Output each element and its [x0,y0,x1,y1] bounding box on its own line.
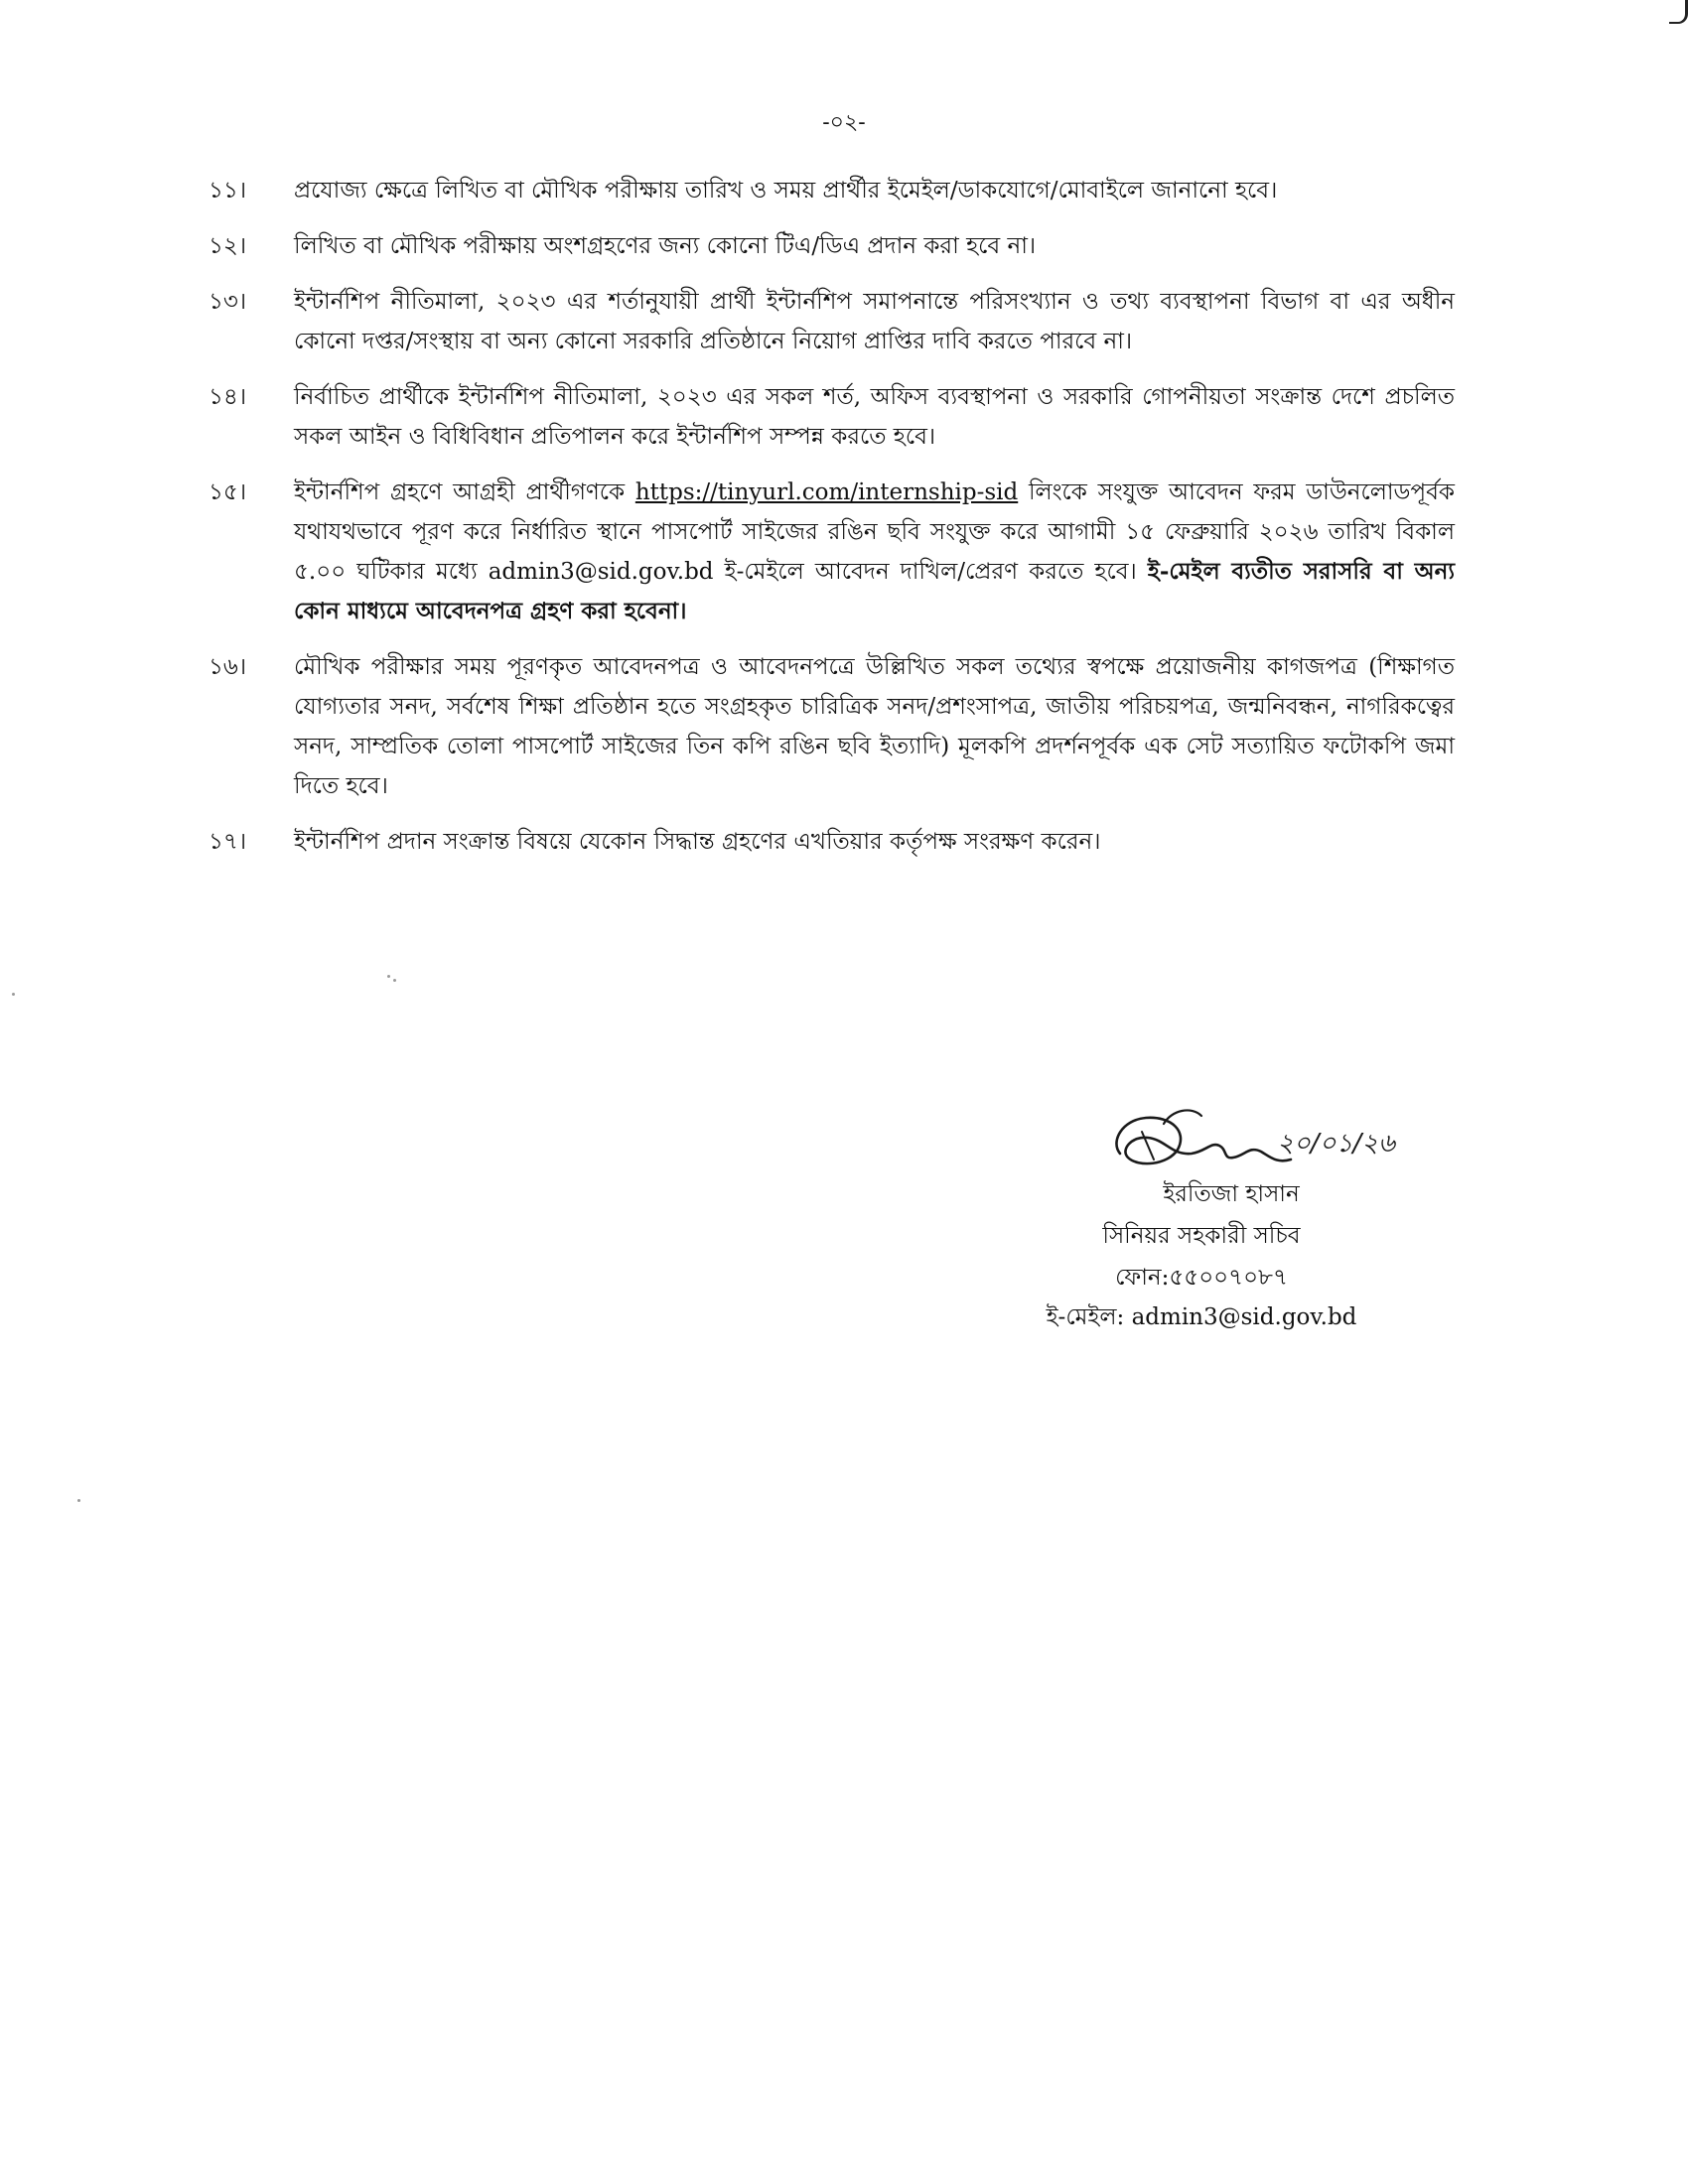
condition-number: ১৫। [209,479,247,505]
condition-number: ১৪। [209,384,247,410]
condition-text-segment: নির্বাচিত প্রার্থীকে ইন্টার্নশিপ নীতিমালা, ২০২৩ এর সকল শর্ত, অফিস ব্যবস্থাপনা ও সরকারি গোপনীয়তা সংক্রান্ত দেশে প্রচলিত সকল আইন ও বিধিবিধান প্রতিপালন করে ইন্টার্নশিপ সম্পন্ন করতে হবে। [294,384,1455,450]
condition-text-segment: লিংকে সংযুক্ত আবেদন ফরম ডাউনলোডপূর্বক যথাযথভাবে পূরণ করে নির্ধারিত স্থানে পাসপোর্ট সাইজের রঙিন ছবি সংযুক্ত করে আগামী ১৫ ফেব্রুয়ারি ২০২৬ তারিখ বিকাল ৫.০০ ঘটিকার মধ্যে admin3@sid.gov.bd ই-মেইলে আবেদন দাখিল/প্রেরণ করতে হবে। [294,479,1455,585]
condition-text-segment: ইন্টার্নশিপ প্রদান সংক্রান্ত বিষয়ে যেকোন সিদ্ধান্ত গ্রহণের এখতিয়ার কর্তৃপক্ষ সংরক্ষণ করেন। [294,829,1101,855]
condition-text-segment: প্রযোজ্য ক্ষেত্রে লিখিত বা মৌখিক পরীক্ষায় তারিখ ও সময় প্রার্থীর ইমেইল/ডাকযোগে/মোবাইলে জানানো হবে। [294,178,1278,204]
condition-text-segment: লিখিত বা মৌখিক পরীক্ষায় অংশগ্রহণের জন্য কোনো টিএ/ডিএ প্রদান করা হবে না। [294,233,1037,259]
scan-edge-mark [1669,0,1688,24]
scan-speck [12,993,15,996]
page-number: -০২- [822,110,866,135]
condition-item [209,473,1455,631]
signatory-phone: ফোন:৫৫০০৭০৮৭ [1115,1265,1288,1291]
scan-speck [387,975,390,978]
condition-number: ১১। [209,178,247,204]
scan-speck [393,979,396,982]
condition-text [294,233,1036,259]
condition-text [294,829,1100,855]
condition-item [209,226,1455,266]
condition-text [294,479,1455,624]
condition-item [209,822,1455,862]
scan-speck [77,1499,80,1502]
condition-item [209,171,1455,210]
signature-date: ২০/০১/২৬ [1277,1129,1395,1159]
condition-item [209,647,1455,806]
condition-text-segment: ইন্টার্নশিপ গ্রহণে আগ্রহী প্রার্থীগণকে [294,479,635,505]
condition-text-segment: মৌখিক পরীক্ষার সময় পূরণকৃত আবেদনপত্র ও আবেদনপত্রে উল্লিখিত সকল তথ্যের স্বপক্ষে প্রয়োজনীয় কাগজপত্র (শিক্ষাগত যোগ্যতার সনদ, সর্বশেষ শিক্ষা প্রতিষ্ঠান হতে সংগ্রহকৃত চারিত্রিক সনদ/প্রশংসাপত্র, জাতীয় পরিচয়পত্র, জন্মনিবন্ধন, নাগরিকত্বের সনদ, সাম্প্রতিক তোলা পাসপোর্ট সাইজের তিন কপি রঙিন ছবি ইত্যাদি) মূলকপি প্রদর্শনপূর্বক এক সেট সত্যায়িত ফটোকপি জমা দিতে হবে। [294,654,1455,799]
condition-text [294,654,1455,799]
signatory-email: ই-মেইল: admin3@sid.gov.bd [1046,1304,1357,1330]
condition-number: ১৬। [209,654,247,680]
emphasis-text: ই-মেইল ব্যতীত সরাসরি বা অন্য কোন মাধ্যমে আবেদনপত্র গ্রহণ করা হবেনা। [294,558,1455,624]
condition-text [294,178,1277,204]
condition-text-segment: ইন্টার্নশিপ নীতিমালা, ২০২৩ এর শর্তানুযায়ী প্রার্থী ইন্টার্নশিপ সমাপনান্তে পরিসংখ্যান ও তথ্য ব্যবস্থাপনা বিভাগ বা এর অধীন কোনো দপ্তর/সংস্থায় বা অন্য কোনো সরকারি প্রতিষ্ঠানে নিয়োগ প্রাপ্তির দাবি করতে পারবে না। [294,289,1455,354]
conditions-list [209,171,1455,878]
signatory-designation: সিনিয়র সহকারী সচিব [1102,1223,1301,1249]
condition-item [209,377,1455,457]
condition-number: ১৩। [209,289,247,315]
condition-number: ১২। [209,233,247,259]
condition-text [294,384,1455,450]
signatory-name: ইরতিজা হাসান [1163,1181,1300,1207]
condition-number: ১৭। [209,829,247,855]
condition-item [209,282,1455,361]
condition-text [294,289,1455,354]
application-form-link[interactable]: https://tinyurl.com/internship-sid [634,479,1019,505]
